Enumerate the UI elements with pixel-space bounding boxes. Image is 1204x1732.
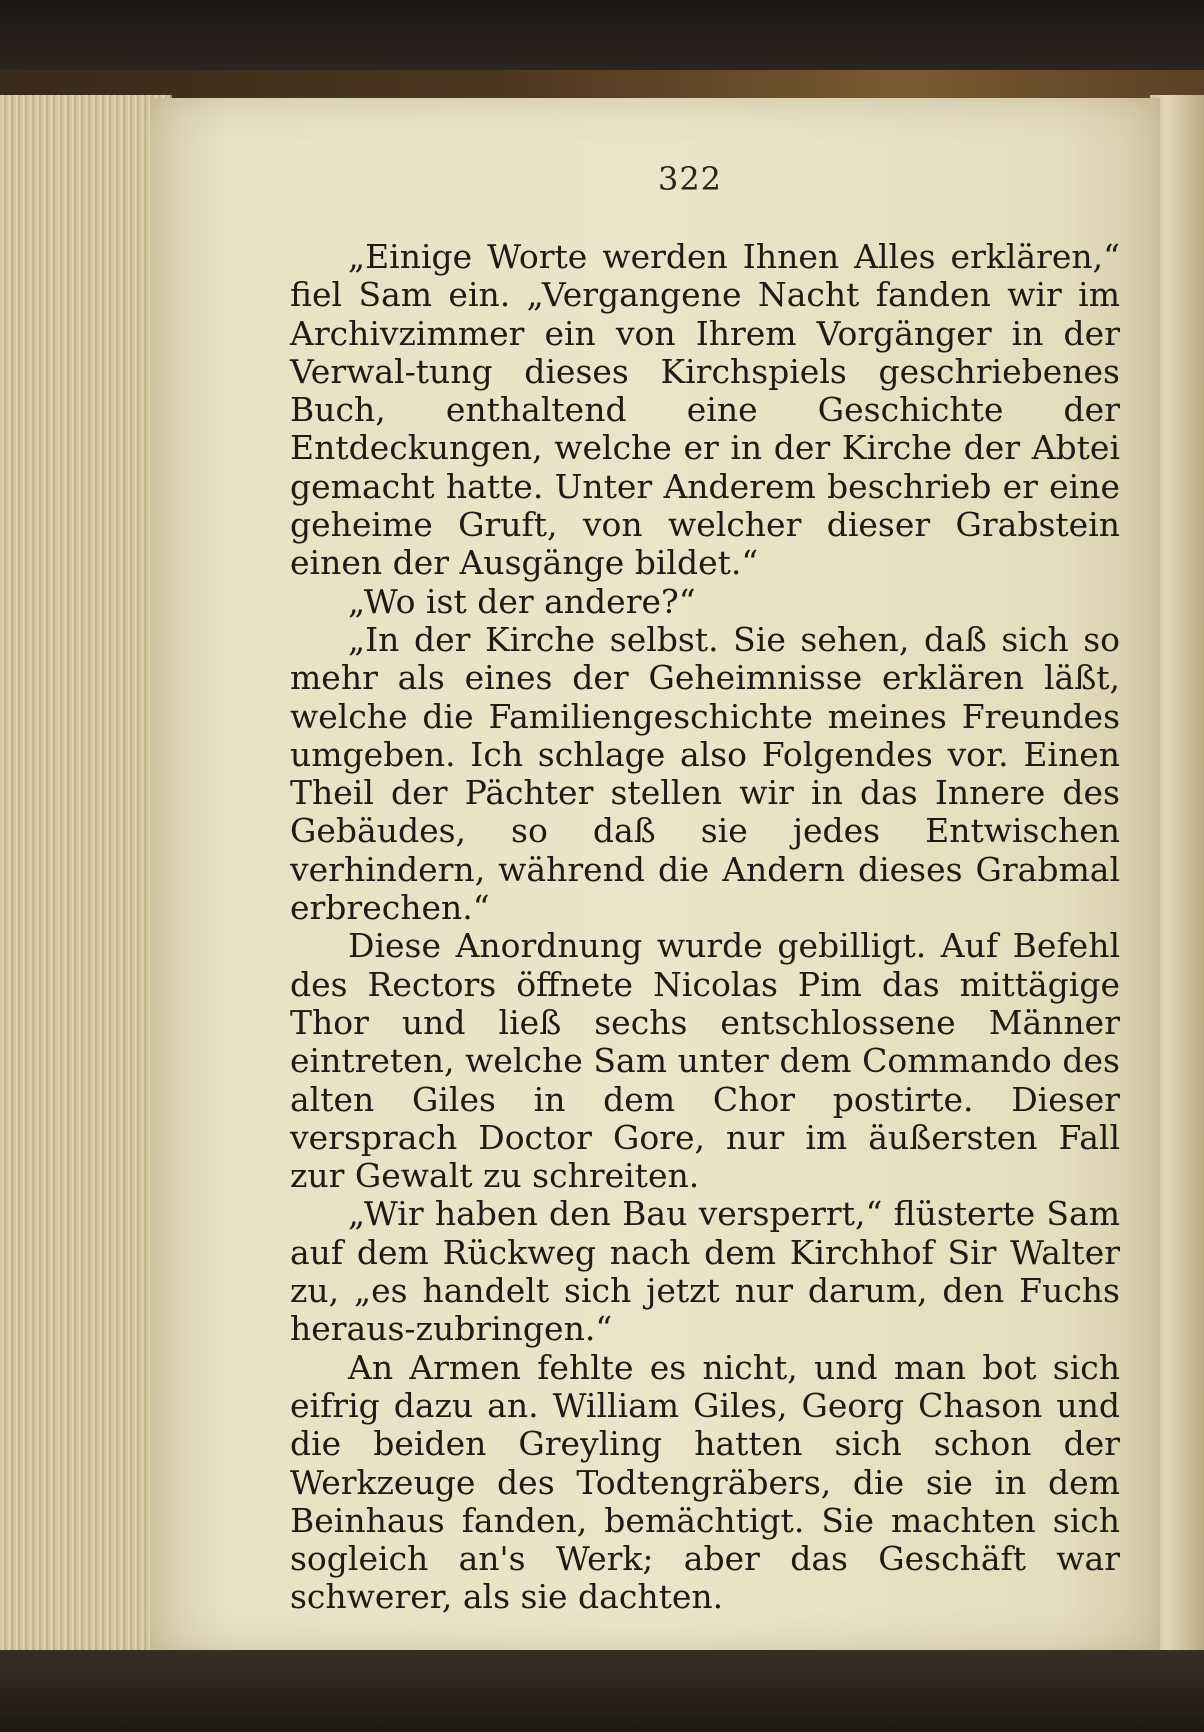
paragraph: „In der Kirche selbst. Sie sehen, daß sich so mehr als eines der Geheimnisse erklären läßt, welche die Familiengeschichte meines Freundes umgeben. Ich schlage also Folgendes vor. Einen Theil der Pächter stellen wir in das Innere des Gebäudes, so daß sie jedes Entwischen verhindern, während die Andern dieses Grabmal erbrechen.“	[290, 619, 1120, 928]
paragraph: „Wir haben den Bau versperrt,“ flüsterte Sam auf dem Rückweg nach dem Kirchhof Sir Walter zu, „es handelt sich jetzt nur darum, den Fuchs heraus-zubringen.“	[290, 1194, 1120, 1349]
paragraph: „Einige Worte werden Ihnen Alles erklären,“ fiel Sam ein. „Vergangene Nacht fanden wir im Archivzimmer ein von Ihrem Vorgänger in der Verwal-tung dieses Kirchspiels geschriebenes Buch, enthaltend eine Geschichte der Entdeckungen, welche er in der Kirche der Abtei gemacht hatte. Unter Anderem beschrieb er eine geheime Gruft, von welcher dieser Grabstein einen der Ausgänge bildet.“	[290, 237, 1120, 583]
background-bottom	[0, 1650, 1204, 1732]
page-edges	[0, 95, 172, 1655]
paragraph: An Armen fehlte es nicht, und man bot sich eifrig dazu an. William Giles, Georg Chason und die beiden Greyling hatten sich schon der Werkzeuge des Todtengräbers, die sie in dem Beinhaus fanden, bemächtigt. Sie machten sich sogleich an's Werk; aber das Geschäft war schwerer, als sie dachten.	[290, 1347, 1120, 1617]
page-text	[290, 238, 1120, 1617]
book-binding	[0, 70, 1204, 100]
paragraph: „Wo ist der andere?“	[348, 581, 696, 621]
page-number: 322	[657, 160, 723, 198]
paragraph: Diese Anordnung wurde gebilligt. Auf Befehl des Rectors öffnete Nicolas Pim das mittägige Thor und ließ sechs entschlossene Männer eintreten, welche Sam unter dem Commando des alten Giles in dem Chor postirte. Dieser versprach Doctor Gore, nur im äußersten Fall zur Gewalt zu schreiten.	[290, 926, 1120, 1196]
